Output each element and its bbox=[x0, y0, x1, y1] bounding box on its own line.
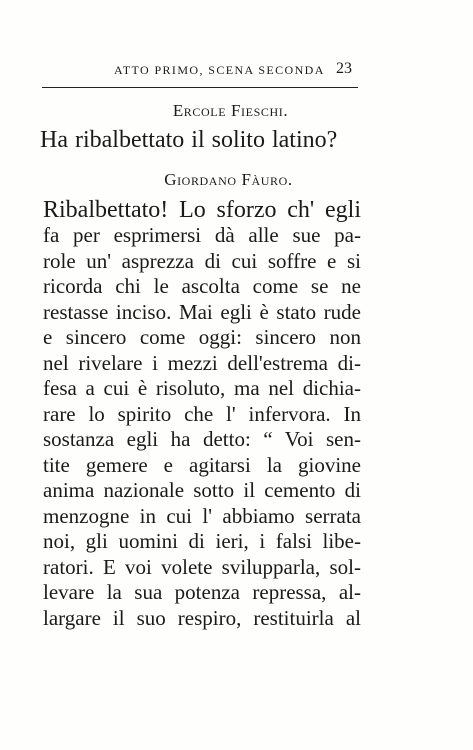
prose-line: fesa a cui è risoluto, ma nel dichia- bbox=[43, 376, 361, 400]
speaker-name-giordano: Giordano Fàuro. bbox=[164, 170, 293, 189]
header-rule bbox=[42, 87, 358, 88]
prose-line: e sincero come oggi: sincero non bbox=[43, 325, 361, 349]
page-number: 23 bbox=[336, 60, 352, 77]
prose-line: fa per esprimersi dà alle sue pa- bbox=[43, 223, 361, 247]
speaker-name-ercole: Ercole Fieschi. bbox=[172, 101, 289, 120]
prose-line: ricorda chi le ascolta come se ne bbox=[43, 274, 361, 298]
prose-line: role un' asprezza di cui soffre e si bbox=[43, 248, 361, 273]
prose-line: restasse inciso. Mai egli è stato rude bbox=[43, 299, 361, 324]
prose-line: levare la sua potenza repressa, al- bbox=[43, 580, 361, 604]
prose-line: noi, gli uomini di ieri, i falsi libe- bbox=[43, 529, 361, 553]
prose-line: ratori. E voi volete svilupparla, sol- bbox=[43, 554, 361, 579]
running-head bbox=[42, 60, 358, 82]
running-title: ATTO PRIMO, SCENA SECONDA bbox=[114, 63, 325, 77]
prose-line: rare lo spirito che l' infervora. In bbox=[43, 401, 361, 426]
prose-line: sostanza egli ha detto: “ Voi sen- bbox=[43, 427, 361, 451]
prose-line: menzogne in cui l' abbiamo serrata bbox=[43, 503, 361, 528]
prose-line: nel rivelare i mezzi dell'estrema di- bbox=[43, 350, 361, 375]
prose-block bbox=[43, 197, 361, 631]
prose-line: Ribalbettato! Lo sforzo ch' egli bbox=[43, 197, 361, 223]
prose-line: largare il suo respiro, restituirla al bbox=[43, 605, 361, 630]
prose-line: anima nazionale sotto il cemento di bbox=[43, 478, 361, 502]
prose-line: tite gemere e agitarsi la giovine bbox=[43, 452, 361, 477]
verse-line: Ha ribalbettato il solito latino? bbox=[40, 127, 338, 153]
